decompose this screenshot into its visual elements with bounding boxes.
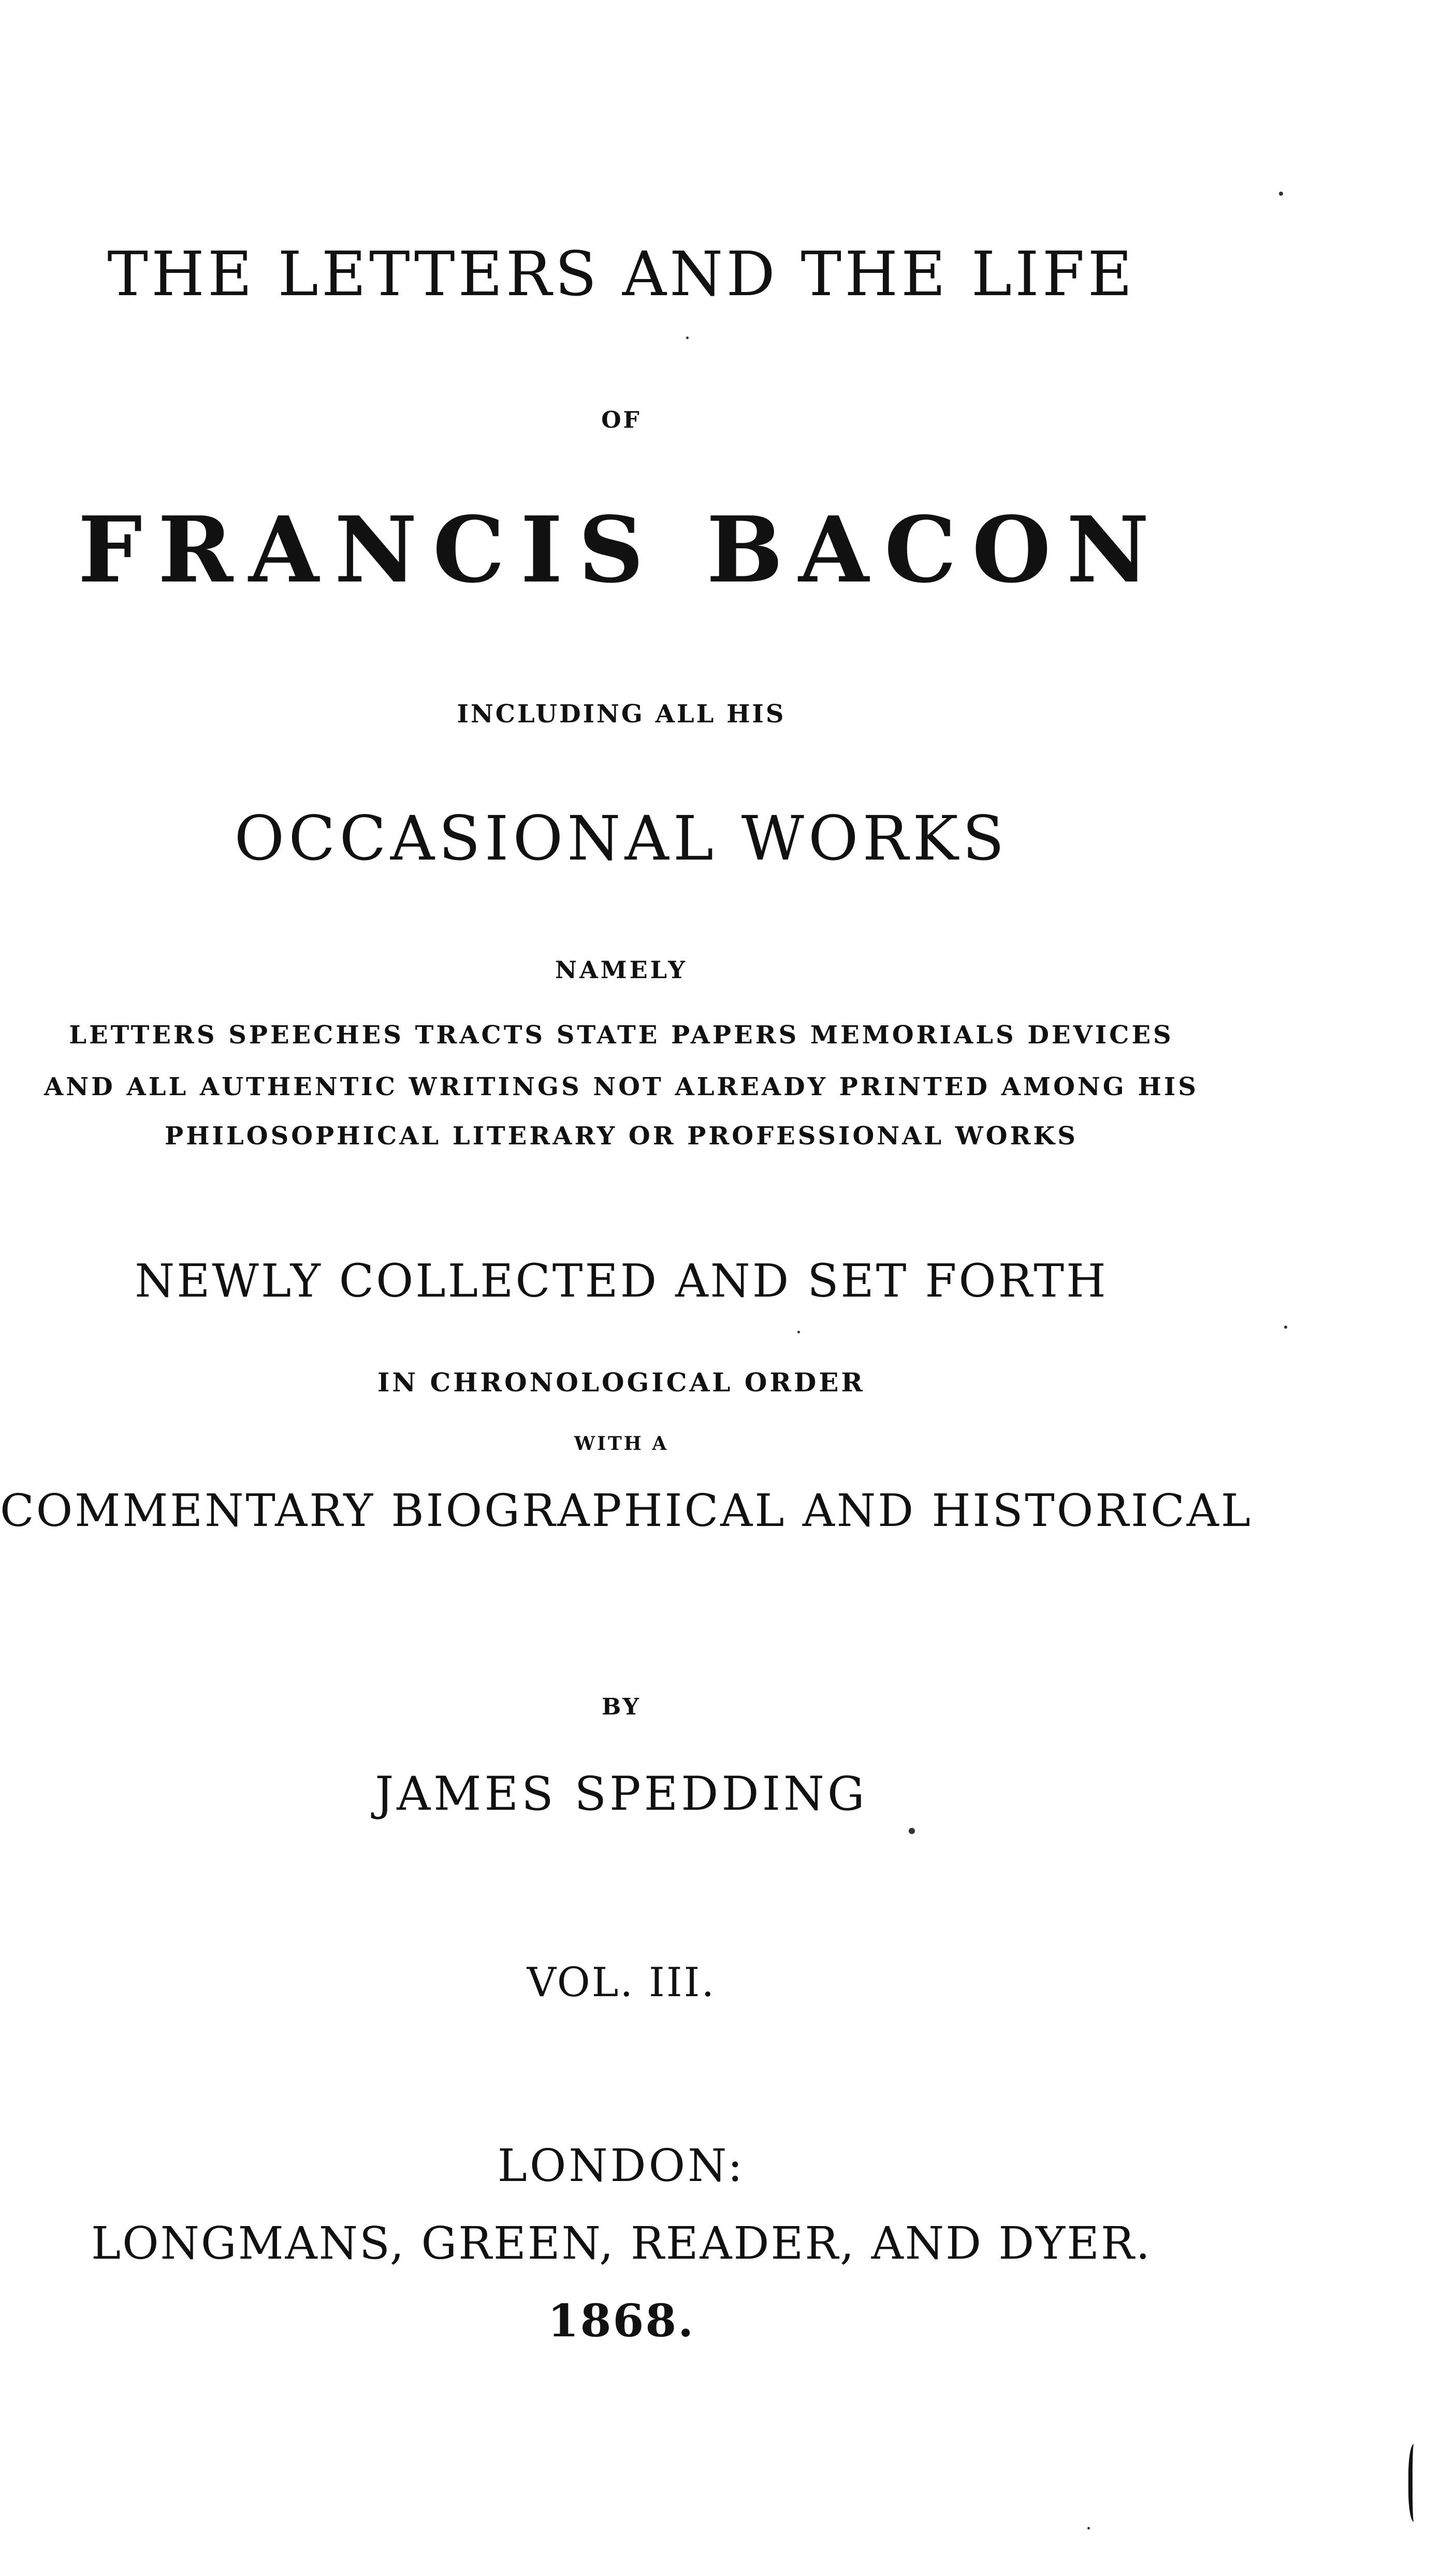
with-a-text: WITH A xyxy=(574,1433,669,1455)
namely-text: NAMELY xyxy=(555,956,688,984)
contents-line-1: LETTERS SPEECHES TRACTS STATE PAPERS MEMORIALS DEVICES xyxy=(69,1021,1174,1050)
author-name: JAMES SPEDDING xyxy=(375,1767,868,1821)
chronological-order-line: IN CHRONOLOGICAL ORDER xyxy=(377,1367,865,1398)
publication-year: 1868. xyxy=(547,2295,695,2347)
subject-name: FRANCIS BACON xyxy=(78,497,1165,603)
volume-number: VOL. III. xyxy=(527,1959,716,2006)
including-text: INCLUDING ALL HIS xyxy=(457,700,786,729)
scan-speck xyxy=(909,1828,915,1834)
scan-speck xyxy=(1284,1326,1287,1329)
newly-collected-line: NEWLY COLLECTED AND SET FORTH xyxy=(135,1254,1108,1307)
page-edge-mark xyxy=(1408,2444,1422,2522)
scan-speck xyxy=(797,1331,800,1333)
by-text: BY xyxy=(602,1694,641,1720)
imprint-city: LONDON: xyxy=(497,2140,746,2192)
publisher-name: LONGMANS, GREEN, READER, AND DYER. xyxy=(91,2218,1152,2270)
scan-speck xyxy=(1279,192,1283,196)
book-title-line: THE LETTERS AND THE LIFE xyxy=(107,238,1135,310)
scan-speck xyxy=(686,337,689,339)
contents-line-3: PHILOSOPHICAL LITERARY OR PROFESSIONAL WORKS xyxy=(165,1122,1078,1151)
contents-line-2: AND ALL AUTHENTIC WRITINGS NOT ALREADY PRINTED AMONG HIS xyxy=(44,1072,1199,1101)
of-text: OF xyxy=(601,407,642,433)
commentary-line: COMMENTARY BIOGRAPHICAL AND HISTORICAL xyxy=(0,1485,1253,1537)
occasional-works-heading: OCCASIONAL WORKS xyxy=(234,803,1009,874)
scan-speck xyxy=(1087,2527,1090,2529)
